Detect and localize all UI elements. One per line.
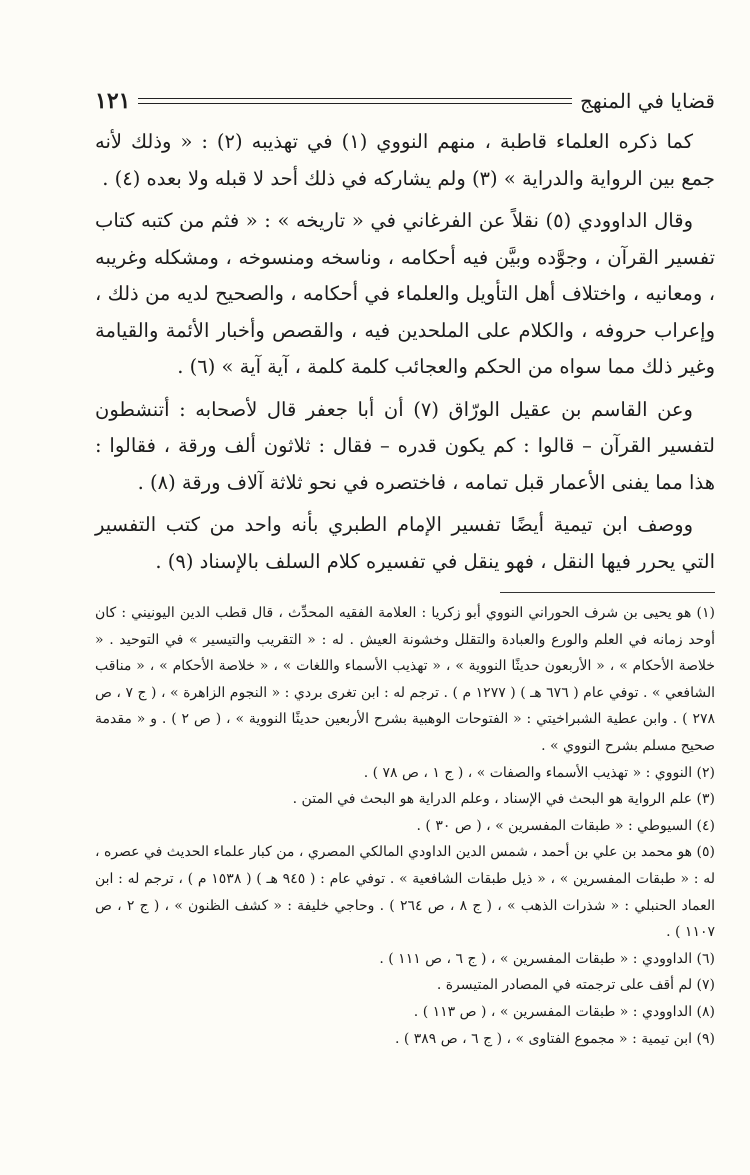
footnotes	[95, 600, 715, 1052]
footnote: (٨) الداوودي : « طبقات المفسرين » ، ( ص ١١٣ ) .	[413, 1003, 715, 1020]
footnote: (٥) هو محمد بن علي بن أحمد ، شمس الدين الداودي المالكي المصري ، من كبار علماء الحديث في عصره ، له : « طبقات المفسرين » ، « ذيل طبقات الشافعية » . توفي عام : ( ٩٤٥ هـ ) ( ١٥٣٨ م ) ، ترجم له : ابن العماد الحنبلي : « شذرات الذهب » ، ( ج ٨ ، ص ٢٦٤ ) . وحاجي خليفة : « كشف الظنون » ، ( ج ٢ ، ص ١١٠٧ ) .	[95, 844, 716, 941]
running-title: قضايا في المنهج	[580, 89, 715, 113]
paragraph: ووصف ابن تيمية أيضًا تفسير الإمام الطبري بأنه واحد من كتب التفسير التي يحرر فيها النقل ، فهو ينقل في تفسيره كلام السلف بالإسناد (٩) .	[95, 513, 715, 573]
paragraph: وعن القاسم بن عقيل الورّاق (٧) أن أبا جعفر قال لأصحابه : أتنشطون لتفسير القرآن – قالوا : كم يكون قدره – فقال : ثلاثون ألف ورقة ، فقالوا : هذا مما يفنى الأعمار قبل تمامه ، فاختصره في نحو ثلاثة آلاف ورقة (٨) .	[95, 397, 715, 494]
page-number: ١٢١	[95, 88, 131, 114]
footnote: (٩) ابن تيمية : « مجموع الفتاوى » ، ( ج ٦ ، ص ٣٨٩ ) .	[394, 1030, 715, 1047]
footnote: (٢) النووي : « تهذيب الأسماء والصفات » ، ( ج ١ ، ص ٧٨ ) .	[363, 764, 715, 781]
footnote: (٣) علم الرواية هو البحث في الإسناد ، وعلم الدراية هو البحث في المتن .	[292, 791, 715, 808]
paragraph: وقال الداوودي (٥) نقلاً عن الفرغاني في « تاريخه » : « فثم من كتبه كتاب تفسير القرآن ، وجوَّده وبيَّن فيه أحكامه ، وناسخه ومنسوخه ، ومشكله وغريبه ، ومعانيه ، واختلاف أهل التأويل والعلماء في أحكامه ، والصحيح لديه من ذلك ، وإعراب حروفه ، والكلام على الملحدين فيه ، والقصص وأخبار الأئمة والقيامة وغير ذلك مما سواه من الحكم والعجائب كلمة كلمة ، آية آية » (٦) .	[95, 209, 715, 378]
footnote-separator	[500, 592, 715, 593]
paragraph: كما ذكره العلماء قاطبة ، منهم النووي (١) في تهذيبه (٢) : « وذلك لأنه جمع بين الرواية والدراية » (٣) ولم يشاركه في ذلك أحد لا قبله ولا بعده (٤) .	[95, 130, 715, 190]
footnote: (٤) السيوطي : « طبقات المفسرين » ، ( ص ٣٠ ) .	[416, 817, 715, 834]
footnote: (١) هو يحيى بن شرف الحوراني النووي أبو زكريا : العلامة الفقيه المحدِّث ، قال قطب الدين اليونيني : كان أوحد زمانه في العلم والورع والعبادة والتقلل وخشونة العيش . له : « التقريب والتيسير » في التوحيد . « خلاصة الأحكام » ، « الأربعون حديثًا النووية » ، « تهذيب الأسماء واللغات » ، « خلاصة الأحكام » ، « مناقب الشافعي » . توفي عام ( ٦٧٦ هـ ) ( ١٢٧٧ م ) . ترجم له : ابن تغرى بردي : « النجوم الزاهرة » ، ( ج ٧ ، ص ٢٧٨ ) . وابن عطية الشبراخيتي : « الفتوحات الوهبية بشرح الأربعين حديثًا النووية » ، ( ص ٢ ) . و « مقدمة صحيح مسلم بشرح النووي » .	[95, 605, 716, 754]
book-page	[95, 0, 715, 1175]
footnote: (٦) الداوودي : « طبقات المفسرين » ، ( ج ٦ ، ص ١١١ ) .	[379, 950, 715, 967]
header-rule	[138, 98, 572, 104]
main-text	[95, 124, 715, 586]
running-header	[95, 88, 715, 114]
footnote: (٧) لم أقف على ترجمته في المصادر المتيسرة .	[436, 977, 715, 994]
